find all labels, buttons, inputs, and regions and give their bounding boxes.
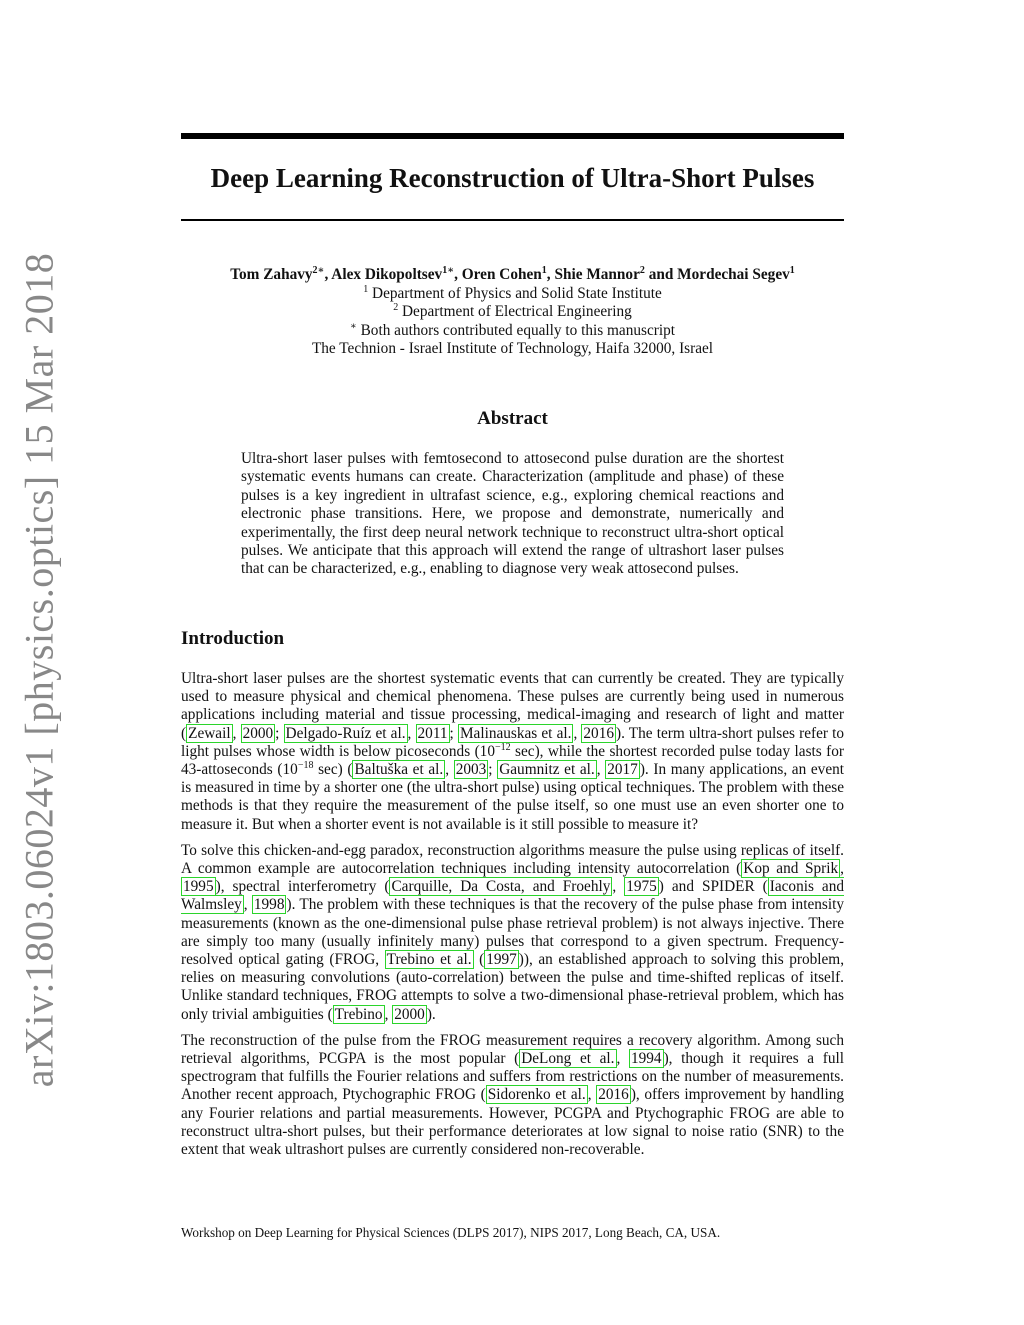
citation-link[interactable]: Carquille, Da Costa, and Froehly	[391, 878, 611, 896]
citation-link[interactable]: DeLong et al.	[521, 1050, 615, 1068]
equal-contribution-note	[181, 322, 844, 341]
citation-link[interactable]: Gaumnitz et al.	[499, 761, 595, 779]
text-run: ) and SPIDER (	[658, 878, 768, 896]
citation-link[interactable]: Iaconis and Walmsley	[181, 878, 844, 914]
author-affiliation-mark: 1	[541, 265, 547, 276]
author-name: , Shie Mannor	[546, 266, 640, 283]
abstract-heading: Abstract	[477, 408, 548, 429]
author-name: and Mordechai Segev	[644, 266, 790, 283]
exponent: −18	[297, 760, 314, 772]
author-affiliation-mark: 1∗	[442, 265, 455, 276]
paragraph-3	[181, 1032, 844, 1159]
citation-link[interactable]: 2000	[242, 724, 274, 742]
text-run: ). The problem with these techniques is that the recovery of the pulse phase from intensity measurements (known as the one-dimensional pulse phase retrieval problem) is not always injective. There are simply too many (usually infinitely many) pulses that correspond to a given spectrum. Frequency-resolved optical gating (FROG,	[181, 896, 844, 969]
paragraph-2	[181, 842, 844, 1024]
text-run: ,	[612, 878, 625, 896]
author-block	[181, 266, 844, 359]
text-run: ,	[573, 724, 582, 742]
text-run: ), though it requires a full spectrogram that fulfills the Fourier relations and suffers from restrictions on the number of measurements. Another recent approach, Ptychographic FROG (	[181, 1050, 844, 1104]
author-names	[181, 266, 844, 285]
exponent: −12	[494, 741, 511, 753]
citation-link[interactable]: Trebino	[334, 1005, 383, 1023]
author-name: , Alex Dikopoltsev	[324, 266, 443, 283]
text-run: ,	[616, 1050, 629, 1068]
citation-link[interactable]: 2000	[394, 1005, 425, 1023]
text-run: ), offers improvement by handling any Fourier relations and partial measurements. However, PCGPA and Ptychographic FROG are able to reconstruct ultra-short pulses, but their performance deteriorates at low signal to noise ratio (SNR) to the extent that weak ultrashort pulses are currently considered non-recoverable.	[181, 1086, 844, 1159]
note-mark: ∗	[349, 320, 357, 332]
affiliation-mark: 2	[393, 302, 399, 313]
arxiv-identifier: arXiv:1803.06024v1 [physics.optics] 15 Mar 2018	[16, 252, 62, 1088]
author-name: Tom Zahavy	[230, 266, 313, 283]
citation-link[interactable]: 1975	[626, 878, 657, 896]
workshop-footnote: Workshop on Deep Learning for Physical Sciences (DLPS 2017), NIPS 2017, Long Beach, CA, USA.	[181, 1225, 721, 1240]
section-heading-introduction: Introduction	[181, 628, 285, 649]
text-run: ). In many applications, an event is measured in time by a shorter one (the ultra-short pulse) using optical techniques. The problem with these methods is that they require the measurement of the pulse itself, so one must use an even shorter one to measure it. But when a shorter event is not available is it still possible to measure it?	[181, 761, 845, 833]
author-affiliation-mark: 2	[639, 265, 645, 276]
text-run: ,	[596, 761, 606, 779]
introduction-body	[181, 670, 844, 1167]
citation-link[interactable]: 2016	[583, 724, 614, 742]
text-run: ,	[587, 1086, 597, 1104]
text-run: The reconstruction of the pulse from the FROG measurement requires a recovery algorithm. Among such retrieval algorithms, PCGPA is the most popular (	[181, 1031, 844, 1068]
citation-link[interactable]: Zewail	[188, 724, 231, 742]
affiliation-text: Department of Electrical Engineering	[398, 303, 632, 320]
text-run: To solve this chicken-and-egg paradox, reconstruction algorithms measure the pulse using replicas of itself. A common example are autocorrelation techniques including intensity autocorrelation (	[181, 841, 844, 878]
author-affiliation-mark: 2∗	[312, 265, 325, 276]
paper-title: Deep Learning Reconstruction of Ultra-Short Pulses	[210, 163, 815, 193]
citation-link[interactable]: Malinauskas et al.	[459, 724, 572, 742]
citation-link[interactable]: Trebino et al.	[386, 951, 472, 969]
text-run: sec), while the shortest recorded pulse today lasts for 43-attoseconds (10	[181, 742, 845, 779]
author-name: , Oren Cohen	[454, 266, 542, 283]
arxiv-sidebar	[14, 252, 64, 1088]
text-run: ), spectral interferometry (	[215, 878, 390, 896]
text-run: sec) (	[313, 761, 353, 779]
text-run: ;	[449, 724, 458, 742]
title-top-rule	[181, 133, 844, 139]
text-run: ,	[445, 761, 454, 779]
paragraph-1	[181, 670, 844, 834]
author-affiliation-mark: 1	[789, 265, 795, 276]
affiliation-2	[181, 303, 844, 322]
text-run: (	[473, 951, 485, 969]
title-bottom-rule	[181, 219, 844, 221]
citation-link[interactable]: 1997	[486, 951, 517, 969]
note-text: Both authors contributed equally to this manuscript	[356, 321, 675, 339]
citation-link[interactable]: 2016	[598, 1086, 629, 1104]
citation-link[interactable]: 2011	[417, 724, 448, 742]
citation-link[interactable]: Baltuška et al.	[354, 761, 444, 779]
text-run: ,	[840, 860, 844, 878]
text-run: ,	[243, 896, 252, 914]
affiliation-text: Department of Physics and Solid State Institute	[368, 284, 662, 302]
text-run: ;	[488, 761, 498, 779]
abstract-text: Ultra-short laser pulses with femtosecond to attosecond pulse duration are the shortest systematic events humans can create. Characterization (amplitude and phase) of these pulses is a key ingredient in ultrafast science, e.g., exploring chemical reactions and electronic phase transitions. Here, we propose and demonstrate, numerically and experimentally, the first deep neural network technique to reconstruct ultra-short optical pulses. We anticipate that this approach will extend the range of ultrashort laser pulses that can be characterized, e.g., enabling to diagnose very weak attosecond pulses.	[241, 450, 784, 578]
text-run: ,	[232, 724, 241, 742]
citation-link[interactable]: 2003	[455, 761, 487, 779]
affiliation-1	[181, 285, 844, 304]
citation-link[interactable]: 1998	[253, 896, 285, 914]
citation-link[interactable]: 1995	[183, 878, 214, 896]
text-run: )), an established approach to solving this problem, relies on measuring convolutions (auto-correlation) between the pulse and time-shifted replicas of itself. Unlike standard techniques, FROG attempts to solve a two-dimensional phase-retrieval problem, which has only trivial ambiguities (	[181, 951, 845, 1023]
text-run: ,	[384, 1005, 393, 1023]
institute: The Technion - Israel Institute of Technology, Haifa 32000, Israel	[311, 340, 714, 357]
text-run: Ultra-short laser pulses are the shortest systematic events that can currently be created. They are typically used to measure physical and chemical phenomena. These pulses are currently being used in numerous applications including material and tissue processing, medical-imaging and research of light and matter (	[181, 670, 844, 742]
citation-link[interactable]: 1994	[630, 1050, 662, 1068]
citation-link[interactable]: 2017	[607, 761, 638, 779]
text-run: ). The term ultra-short pulses refer to light pulses whose width is below picoseconds (10	[181, 724, 845, 760]
affiliation-mark: 1	[363, 283, 369, 295]
text-run: ).	[426, 1005, 436, 1023]
text-run: ,	[407, 724, 416, 742]
citation-link[interactable]: Kop and Sprik	[743, 860, 839, 878]
citation-link[interactable]: Sidorenko et al.	[487, 1086, 586, 1104]
text-run: ;	[275, 724, 284, 742]
citation-link[interactable]: Delgado-Ruíz et al.	[285, 724, 406, 742]
